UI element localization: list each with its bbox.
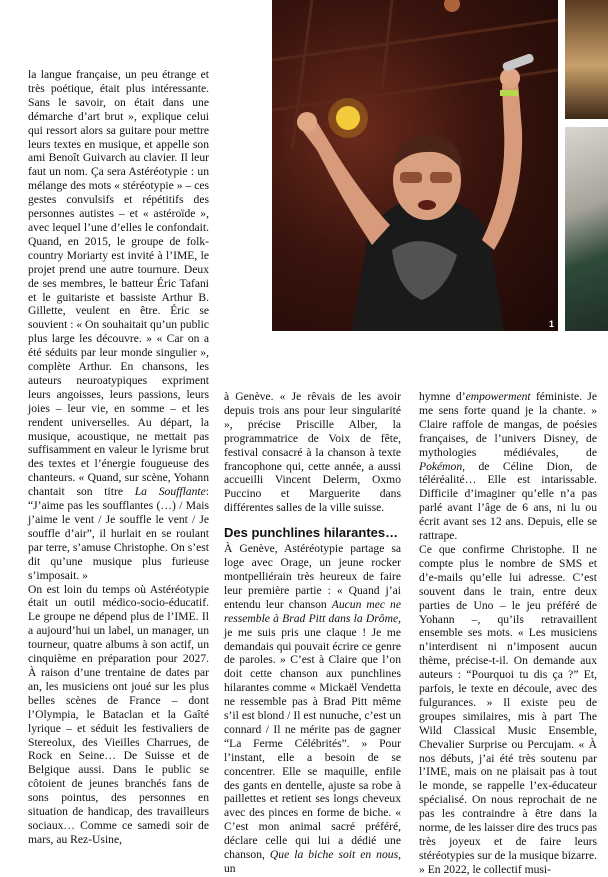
col3-text-a: hymne d’ bbox=[419, 390, 466, 403]
article-column-1 bbox=[28, 68, 209, 847]
col3-text-c: féministe. Je me sens forte quand je la chante. » Claire raffole de mangas, de poésies françaises, de l’univers Disney, de mythologies médiévales, de bbox=[419, 390, 597, 459]
col1-song-title: La Soufflante bbox=[134, 485, 206, 499]
col1-paragraph-2: On est loin du temps où Astéréotypie était un outil médico-socio-éducatif. Le groupe ne dépend plus de l’IME. Il a aujourd’hui un label, un manager, un tourneur, quatre albums à son actif, un cinquième en préparation pour 2027. À raison d’une trentaine de dates par an, les musiciens ont joué sur les plus belles scènes de France – dont l’Olympia, le Bataclan et la Gaîté lyrique – et séduit les festivaliers de Stereolux, des Vieilles Charrues, de Rock en Seine… De Suisse et de Belgique aussi. Dans le public se côtoient de jeunes branchés fans de sons pointus, des personnes en situation de handicap, des travailleurs sociaux… Comme ce samedi soir de mars, au Rez-Usine, bbox=[28, 582, 209, 846]
article-column-2 bbox=[224, 390, 401, 876]
col2-text-c: je me suis pris une claque ! Je me demandais qui pouvait écrire ce genre de paroles. » C’est à Claire que l’on doit cette chanson aux punchlines hilarantes comme « Mickaël Vendetta ne ressemble pas à Brad Pitt même s’il est blond / Il est nunuche, c’est un connard / Il ne mérite pas de gagner “La Ferme Célébrités”. » Pour l’instant, elle a besoin de se concentrer. Elle se maquille, enfile des gants en dentelle, ajuste sa robe à paillettes et retient ses longs cheveux avec des pinces en forme de biche. « C’est mon animal sacré préféré, déclare celle qui lui a dédié une chanson, bbox=[224, 625, 401, 862]
col2-song-title-2: Que la biche soit en nous, bbox=[269, 848, 401, 862]
side-photo-top bbox=[565, 0, 608, 119]
col3-paragraph-1 bbox=[419, 390, 597, 543]
col2-song-title: Aucun mec ne ressemble à Brad Pitt dans la Drôme, bbox=[224, 597, 401, 625]
photo-number: 1 bbox=[548, 319, 554, 329]
col1-paragraph-1 bbox=[28, 68, 209, 583]
col3-pokemon: Pokémon, bbox=[419, 459, 466, 473]
col1-text-a: la langue française, un peu étrange et très poétique, était plus intéressante. Sans le savoir, on était dans une démarche d’art brut », explique celui qui ressort alors sa guitare pour mettre leurs textes en musique, et appelle son ami Benoît Guivarch au clavier. Il leur faut un nom. Ça sera Astéréotypie : un mélange des mots « stéréotypie » – ces gestes convulsifs et répétitifs des personnes autistes – et « astéroïde », avec lequel l’une d’elles le confondait. Quand, en 2015, le groupe de folk-country Moriarty est invité à l’IME, le projet prend une autre tournure. Deux de ses membres, le batteur Éric Tafani et le guitariste et bassiste Arthur B. Gillette, veulent en être. Éric se souvient : « On souhaitait qu’un public plus large les découvre. » « Car on a été séduits par leur monde singulier », complète Arthur. En chansons, les auteurs neuroatypiques expriment leurs angoisses, leurs passions, leurs joies – leur vie, en somme – et les rendent universelles. Au départ, la musique, acoustique, ne mettait pas suffisamment en valeur le lyrisme brut des textes et l’énergie fougueuse des chanteurs. « Quand, sur scène, Yohann chantait son titre bbox=[28, 68, 209, 499]
col1-text-b: : “J’aime pas les soufflantes (…) / Mais j’aime le vent / Je souffle le vent / Je souffle d’air”, il hurlait en se roulant par terre, s’amuse Christophe. On s’est dit qu’une musique plus furieuse s’imposait. » bbox=[28, 485, 209, 582]
col2-paragraph-1: à Genève. « Je rêvais de les avoir depuis trois ans pour leur singularité », précise Priscille Alber, la programmatrice de Voix de fête, festival consacré à la chanson à texte francophone qui, cette année, a aussi accueilli Vincent Delerm, Oxmo Puccino et Marguerite dans différentes salles de la ville suisse. bbox=[224, 390, 401, 515]
singer-illustration bbox=[272, 0, 558, 331]
col2-text-e: un bbox=[224, 862, 236, 875]
side-photo-bottom bbox=[565, 127, 608, 331]
col3-term: empowerment bbox=[465, 390, 531, 403]
col3-paragraph-2: Ce que confirme Christophe. Il ne compte plus le nombre de SMS et d’e-mails qu’elle lui adresse. C’est souvent dans le train, entre deux parties de Uno – le jeu préféré de Yohann –, qu’ils retravaillent ensemble ses mots. « Les musiciens n’interdisent ni n’imposent aucun thème, précise-t-il. On demande aux auteurs : “Pourquoi tu dis ça ?” Et, parfois, le texte en découle, avec des fulgurances. » Il existe peu de groupes similaires, mis à part The Wild Classical Music Ensemble, Chevalier Surprise ou Percujam. « À nos débuts, j’ai été très soutenu par l’IME, mais on ne plaisait pas à tout le monde, se rappelle l’ex-éducateur spécialisé. On nous reprochait de ne pas les contraindre à être dans la norme, de les laisser dire des trucs pas très joyeux et de faire leurs stéréotypies sur de la musique bizarre. » En 2022, le collectif musi- bbox=[419, 542, 597, 876]
concert-photo bbox=[272, 0, 558, 331]
article-column-3 bbox=[419, 390, 597, 877]
col2-text-a: À Genève, Astéréotypie partage sa loge avec Orage, un jeune rocker montpelliérain très heureux de faire leur première partie : « Quand j’ai entendu leur chanson bbox=[224, 542, 401, 611]
col2-paragraph-2 bbox=[224, 542, 401, 876]
section-heading: Des punchlines hilarantes… bbox=[224, 525, 399, 541]
col3-text-e: de Céline Dion, de téléréalité… Elle est intarissable. Difficile d’imaginer qu’elle n’a pas parlé avant l’âge de 6 ans, ni lu ou écrit avant ses 12 ans. Depuis, elle se rattrape. bbox=[419, 459, 597, 543]
